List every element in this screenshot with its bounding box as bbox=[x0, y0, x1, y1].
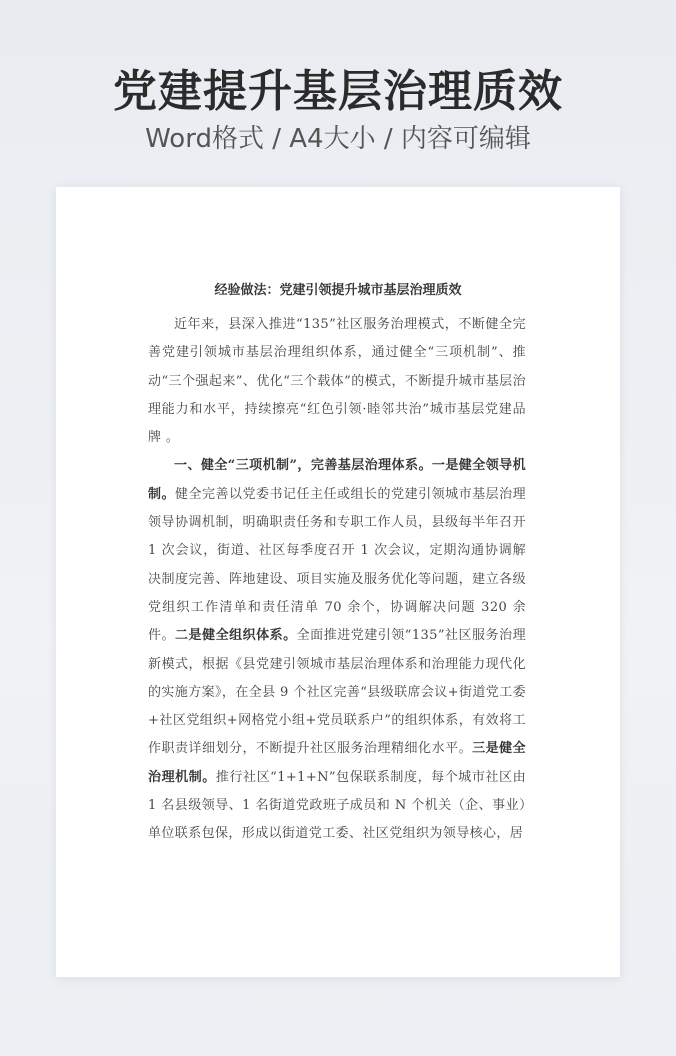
document-heading: 经验做法：党建引领提升城市基层治理质效 bbox=[214, 283, 462, 298]
paragraph-intro: 近年来，县深入推进“135”社区服务治理模式，不断健全完善党建引领城市基层治理组织体系，通过健全“三项机制”、推动“三个强起来”、优化“三个载体”的模式，不断提升城市基层治理能力和水平，持续擦亮“红色引领·睦邻共治”城市基层党建品牌 。 bbox=[148, 317, 526, 446]
page-title: 党建提升基层治理质效 bbox=[113, 66, 563, 117]
document-text bbox=[148, 311, 526, 849]
document-body bbox=[56, 187, 620, 977]
page-subtitle: Word格式 / A4大小 / 内容可编辑 bbox=[145, 124, 531, 154]
paragraph-text: 全面推进党建引领“135”社区服务治理新模式，根据《县党建引领城市基层治理体系和治理能力现代化的实施方案》，在全县 9 个社区完善“县级联席会议+街道党工委+社区党组织+网格党小组+党员联系户”的组织体系，有效将工作职责详细划分，不断提升社区服务治理精细化水平。 bbox=[148, 628, 526, 757]
subsection-heading: 二是健全组织体系。 bbox=[175, 628, 297, 644]
section-heading: 一、健全“三项机制”，完善基层治理体系。一是健全领导机制。 bbox=[148, 458, 526, 502]
subsection-heading: 三是健全治理机制。 bbox=[148, 741, 526, 785]
paragraph-text: 健全完善以党委书记任主任或组长的党建引领城市基层治理领导协调机制，明确职责任务和专职工作人员，县级每半年召开 1 次会议，街道、社区每季度召开 1 次会议，定期沟通协调解决制度完善、阵地建设、项目实施及服务优化等问题，建立各级党组织工作清单和责任清单 70 余个，协调解决问题 320 余件。 bbox=[148, 486, 526, 644]
paragraph-section-one bbox=[148, 452, 526, 848]
document-page bbox=[56, 187, 620, 977]
paragraph-text: 推行社区“1+1+N”包保联系制度，每个城市社区由 1 名县级领导、1 名街道党政班子成员和 N 个机关（企、事业）单位联系包保，形成以街道党工委、社区党组织为领导核心，居 bbox=[148, 769, 526, 842]
